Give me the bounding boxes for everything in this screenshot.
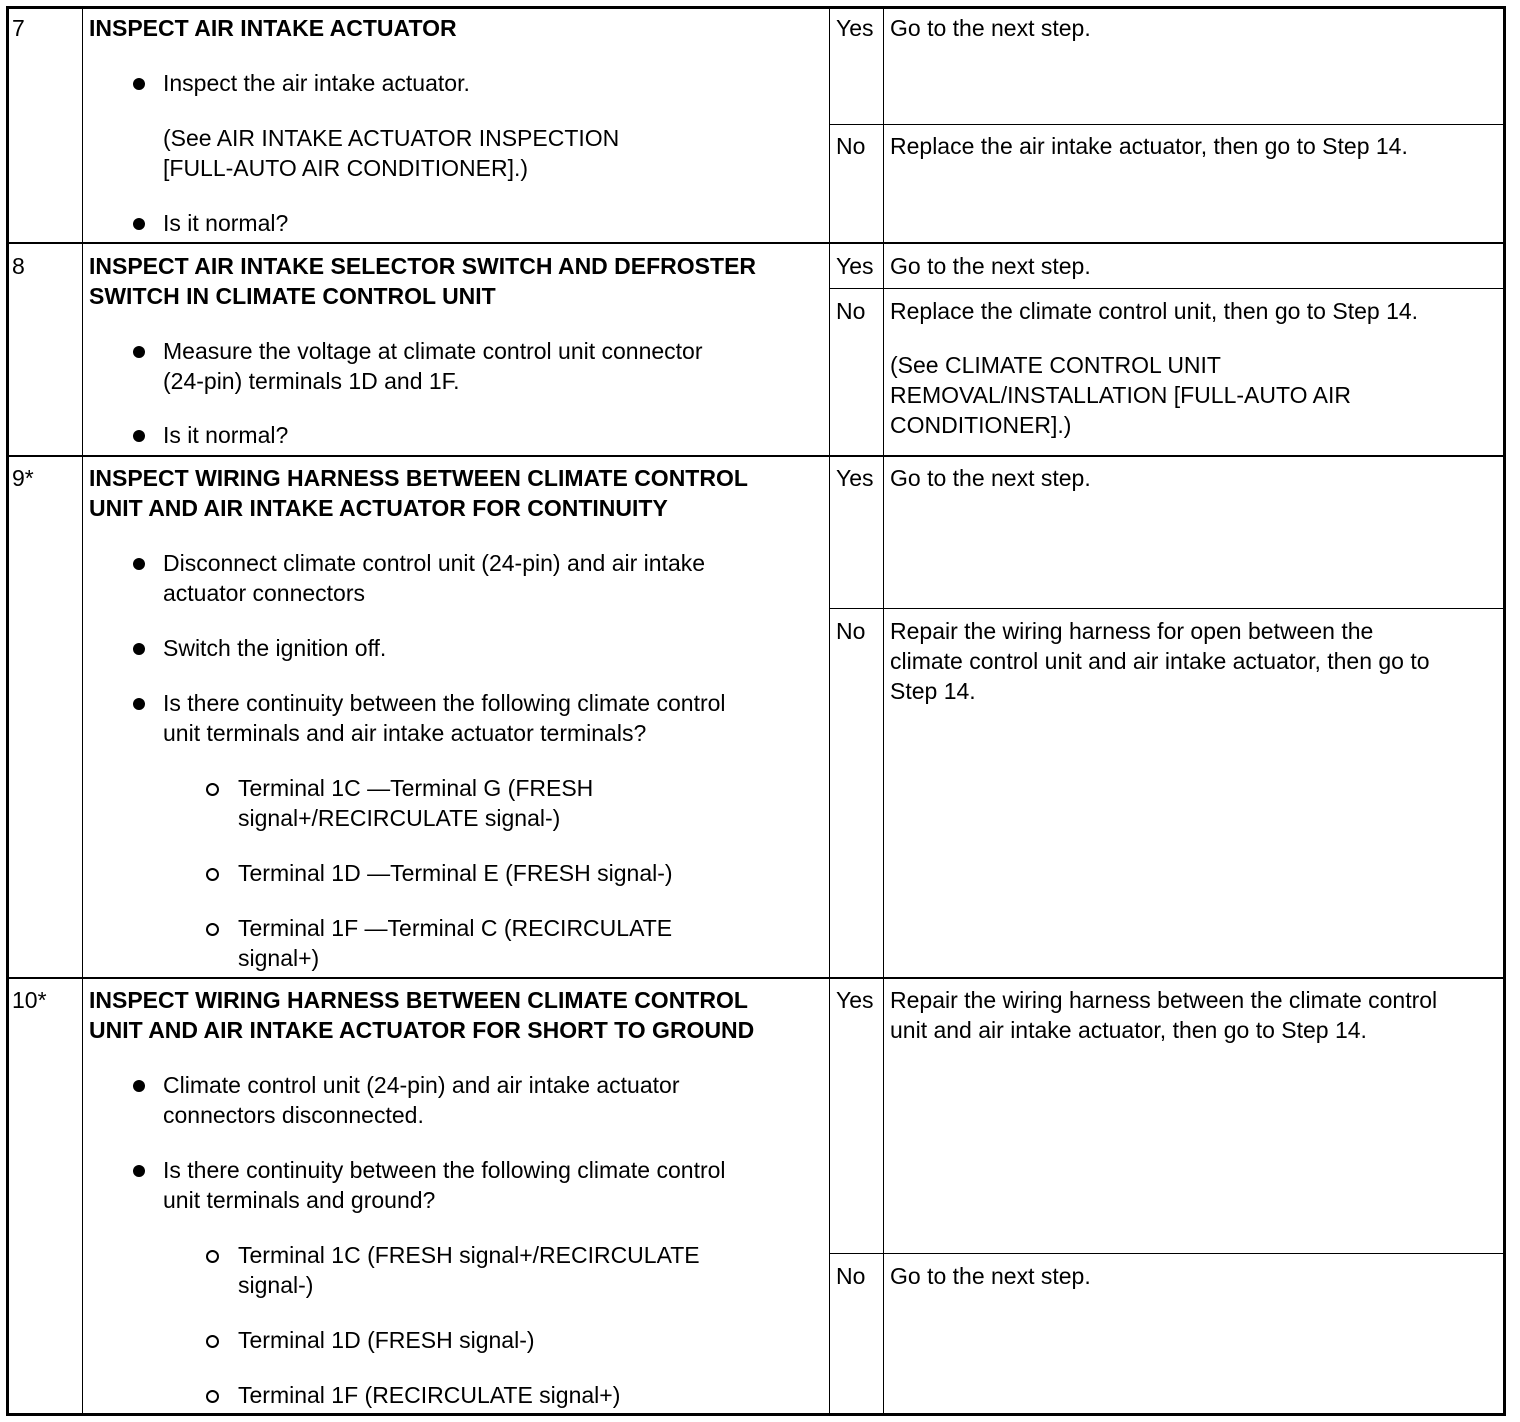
yes-label: Yes bbox=[836, 253, 874, 279]
no-action: Repair the wiring harness for open between the bbox=[890, 618, 1374, 644]
yes-no-divider bbox=[829, 288, 1503, 289]
step-title: INSPECT AIR INTAKE SELECTOR SWITCH AND DEFROSTER bbox=[89, 253, 757, 279]
bullet-text: unit terminals and air intake actuator terminals? bbox=[163, 720, 647, 746]
bullet-text: Switch the ignition off. bbox=[163, 635, 387, 661]
reference-text: (See CLIMATE CONTROL UNIT bbox=[890, 352, 1221, 378]
bullet-text: Inspect the air intake actuator. bbox=[163, 70, 470, 96]
no-action: Replace the climate control unit, then go to Step 14. bbox=[890, 298, 1419, 324]
no-action: Step 14. bbox=[890, 678, 976, 704]
step-number: 9* bbox=[12, 465, 34, 491]
sub-bullet-text: Terminal 1D —Terminal E (FRESH signal-) bbox=[238, 860, 673, 886]
reference-text: REMOVAL/INSTALLATION [FULL-AUTO AIR bbox=[890, 382, 1351, 408]
sub-bullet-text: Terminal 1F (RECIRCULATE signal+) bbox=[238, 1382, 621, 1408]
column-divider-result bbox=[883, 9, 884, 1413]
sub-bullet-text: Terminal 1F —Terminal C (RECIRCULATE bbox=[238, 915, 673, 941]
yes-no-divider bbox=[829, 608, 1503, 609]
step-title: UNIT AND AIR INTAKE ACTUATOR FOR CONTINUITY bbox=[89, 495, 668, 521]
step-title: UNIT AND AIR INTAKE ACTUATOR FOR SHORT TO GROUND bbox=[89, 1017, 755, 1043]
bullet-icon bbox=[133, 78, 145, 90]
step-title: INSPECT WIRING HARNESS BETWEEN CLIMATE CONTROL bbox=[89, 987, 748, 1013]
sub-bullet-icon bbox=[206, 868, 219, 881]
bullet-text: Is there continuity between the following climate control bbox=[163, 690, 726, 716]
yes-no-divider bbox=[829, 1253, 1503, 1254]
step-title: INSPECT WIRING HARNESS BETWEEN CLIMATE CONTROL bbox=[89, 465, 748, 491]
sub-bullet-icon bbox=[206, 783, 219, 796]
bullet-text: Measure the voltage at climate control unit connector bbox=[163, 338, 703, 364]
bullet-text: Is it normal? bbox=[163, 210, 289, 236]
bullet-text: Disconnect climate control unit (24-pin) and air intake bbox=[163, 550, 706, 576]
reference-text: CONDITIONER].) bbox=[890, 412, 1072, 438]
yes-label: Yes bbox=[836, 987, 874, 1013]
yes-label: Yes bbox=[836, 15, 874, 41]
sub-bullet-icon bbox=[206, 923, 219, 936]
bullet-icon bbox=[133, 346, 145, 358]
yes-action: Go to the next step. bbox=[890, 465, 1091, 491]
sub-bullet-text: Terminal 1C —Terminal G (FRESH bbox=[238, 775, 594, 801]
bullet-text: Climate control unit (24-pin) and air intake actuator bbox=[163, 1072, 680, 1098]
no-label: No bbox=[836, 1263, 866, 1289]
step-number: 7 bbox=[12, 15, 25, 41]
step-number: 10* bbox=[12, 987, 47, 1013]
bullet-text: connectors disconnected. bbox=[163, 1102, 424, 1128]
no-action: Go to the next step. bbox=[890, 1263, 1091, 1289]
row-divider bbox=[9, 455, 1503, 457]
bullet-icon bbox=[133, 430, 145, 442]
no-action: Replace the air intake actuator, then go to Step 14. bbox=[890, 133, 1408, 159]
yes-no-divider bbox=[829, 124, 1503, 125]
no-label: No bbox=[836, 133, 866, 159]
yes-action: unit and air intake actuator, then go to Step 14. bbox=[890, 1017, 1367, 1043]
bullet-text: (24-pin) terminals 1D and 1F. bbox=[163, 368, 460, 394]
sub-bullet-icon bbox=[206, 1335, 219, 1348]
sub-bullet-text: Terminal 1D (FRESH signal-) bbox=[238, 1327, 535, 1353]
no-action: climate control unit and air intake actuator, then go to bbox=[890, 648, 1430, 674]
column-divider-inspection bbox=[829, 9, 830, 1413]
bullet-icon bbox=[133, 558, 145, 570]
sub-bullet-text: signal+/RECIRCULATE signal-) bbox=[238, 805, 561, 831]
bullet-text: unit terminals and ground? bbox=[163, 1187, 436, 1213]
sub-bullet-icon bbox=[206, 1390, 219, 1403]
sub-bullet-text: Terminal 1C (FRESH signal+/RECIRCULATE bbox=[238, 1242, 700, 1268]
bullet-icon bbox=[133, 1165, 145, 1177]
no-label: No bbox=[836, 298, 866, 324]
bullet-text: Is it normal? bbox=[163, 422, 289, 448]
row-divider bbox=[9, 977, 1503, 979]
row-divider bbox=[9, 242, 1503, 244]
bullet-text: actuator connectors bbox=[163, 580, 366, 606]
column-divider-step bbox=[82, 9, 83, 1413]
bullet-icon bbox=[133, 643, 145, 655]
step-title: INSPECT AIR INTAKE ACTUATOR bbox=[89, 15, 457, 41]
sub-bullet-text: signal+) bbox=[238, 945, 320, 971]
reference-text: (See AIR INTAKE ACTUATOR INSPECTION bbox=[163, 125, 620, 151]
yes-action: Go to the next step. bbox=[890, 253, 1091, 279]
sub-bullet-icon bbox=[206, 1250, 219, 1263]
bullet-icon bbox=[133, 218, 145, 230]
reference-text: [FULL-AUTO AIR CONDITIONER].) bbox=[163, 155, 529, 181]
yes-action: Go to the next step. bbox=[890, 15, 1091, 41]
bullet-text: Is there continuity between the following climate control bbox=[163, 1157, 726, 1183]
yes-label: Yes bbox=[836, 465, 874, 491]
step-title: SWITCH IN CLIMATE CONTROL UNIT bbox=[89, 283, 496, 309]
no-label: No bbox=[836, 618, 866, 644]
yes-action: Repair the wiring harness between the climate control bbox=[890, 987, 1438, 1013]
step-number: 8 bbox=[12, 253, 25, 279]
sub-bullet-text: signal-) bbox=[238, 1272, 314, 1298]
bullet-icon bbox=[133, 1080, 145, 1092]
bullet-icon bbox=[133, 698, 145, 710]
